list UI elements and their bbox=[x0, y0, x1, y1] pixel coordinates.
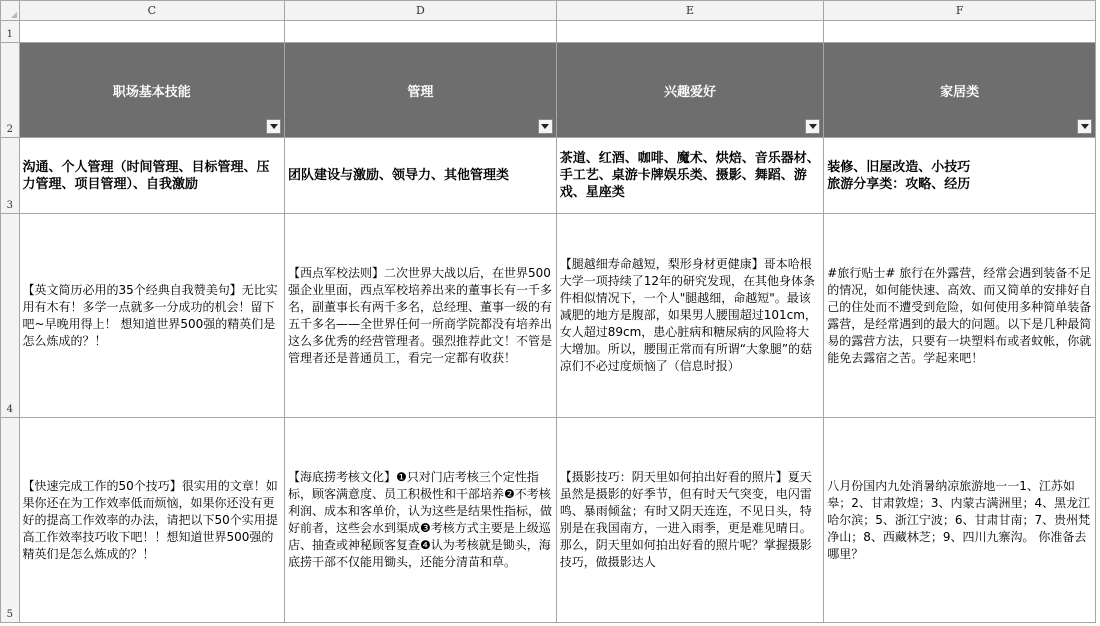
select-all-corner[interactable] bbox=[1, 1, 20, 21]
cell-d1[interactable] bbox=[285, 21, 557, 43]
cell-c4[interactable]: 【英文简历必用的35个经典自我赞美句】无比实用有木有！多学一点就多一分成功的机会！留下吧~早晚用得上！ 想知道世界500强的精英们是怎么炼成的？！ bbox=[19, 214, 285, 418]
header-label: 兴趣爱好 bbox=[663, 84, 716, 100]
row-header-4[interactable]: 4 bbox=[1, 214, 20, 418]
cell-d5[interactable]: 【海底捞考核文化】❶只对门店考核三个定性指标，顾客满意度、员工积极性和干部培养❷不考核利润、成本和客单价，认为这些是结果性指标，做好前者，这些会水到渠成❸考核方式主要是上级巡店、抽查或神秘顾客复查❹认为考核就是锄头，海底捞干部不仅能用锄头，还能分清苗和草。 bbox=[285, 418, 557, 623]
filter-dropdown-button[interactable] bbox=[538, 119, 553, 134]
dropdown-arrow-icon bbox=[809, 124, 817, 129]
filter-dropdown-button[interactable] bbox=[805, 119, 820, 134]
filter-dropdown-button[interactable] bbox=[1077, 119, 1092, 134]
header-label: 职场基本技能 bbox=[112, 84, 191, 100]
cell-f1[interactable] bbox=[824, 21, 1096, 43]
dropdown-arrow-icon bbox=[270, 124, 278, 129]
cell-c5[interactable]: 【快速完成工作的50个技巧】很实用的文章！如果你还在为工作效率低而烦恼，如果你还没有更好的提高工作效率的办法，请把以下50个实用提高工作效率技巧收下吧！！想知道世界500强的精英们是怎么炼成的？！ bbox=[19, 418, 285, 623]
filter-dropdown-button[interactable] bbox=[266, 119, 281, 134]
header-label: 管理 bbox=[407, 84, 434, 100]
cell-e5[interactable]: 【摄影技巧：阴天里如何拍出好看的照片】夏天虽然是摄影的好季节，但有时天气突变，电闪雷鸣、暴雨倾盆；有时又阴天连连，不见日头，特别是在我国南方，一进入雨季，更是难见晴日。那么，阴天里如何拍出好看的照片呢？掌握摄影技巧，做摄影达人 bbox=[556, 418, 824, 623]
row-header-3[interactable]: 3 bbox=[1, 138, 20, 214]
column-header-c[interactable]: C bbox=[19, 1, 285, 21]
cell-e4[interactable]: 【腿越细寿命越短，梨形身材更健康】哥本哈根大学一项持续了12年的研究发现，在其他身体条件相似情况下，一个人"腿越细，命越短"。最该减肥的地方是腹部，如果男人腰围超过101cm，女人超过89cm，患心脏病和糖尿病的风险将大大增加。所以，腰围正常而有所谓“大象腿”的菇凉们不必过度烦恼了（信息时报） bbox=[556, 214, 824, 418]
cell-d3[interactable]: 团队建设与激励、领导力、其他管理类 bbox=[285, 138, 557, 214]
cell-c1[interactable] bbox=[19, 21, 285, 43]
column-header-d[interactable]: D bbox=[285, 1, 557, 21]
cell-f4[interactable]: #旅行贴士# 旅行在外露营，经常会遇到装备不足的情况，如何能快速、高效、而又简单的安排好自己的住处而不遭受到危险，如何使用多种简单装备露营，是经常遇到的最大的问题。以下是几种最简易的露营方法，只要有一块塑料布或者蚊帐，你就能免去露宿之苦。学起来吧！ bbox=[824, 214, 1096, 418]
header-cell-f2[interactable] bbox=[824, 43, 1096, 138]
header-label: 家居类 bbox=[940, 84, 980, 100]
header-cell-c2[interactable] bbox=[19, 43, 285, 138]
dropdown-arrow-icon bbox=[541, 124, 549, 129]
cell-e3[interactable]: 茶道、红酒、咖啡、魔术、烘焙、音乐器材、手工艺、桌游卡牌娱乐类、摄影、舞蹈、游戏、星座类 bbox=[556, 138, 824, 214]
cell-d4[interactable]: 【西点军校法则】二次世界大战以后，在世界500强企业里面，西点军校培养出来的董事长有一千多名，副董事长有两千多名，总经理、董事一级的有五千多名——全世界任何一所商学院都没有培养出这么多优秀的经营管理者。强烈推荐此文！不管是管理者还是普通员工，看完一定都有收获！ bbox=[285, 214, 557, 418]
dropdown-arrow-icon bbox=[1081, 124, 1089, 129]
column-header-e[interactable]: E bbox=[556, 1, 824, 21]
cell-c3[interactable]: 沟通、个人管理（时间管理、目标管理、压力管理、项目管理）、自我激励 bbox=[19, 138, 285, 214]
header-cell-d2[interactable] bbox=[285, 43, 557, 138]
cell-e1[interactable] bbox=[556, 21, 824, 43]
cell-f5[interactable]: 八月份国内九处消暑纳凉旅游地一一1、江苏如皋；2、甘肃敦煌；3、内蒙古满洲里；4、黑龙江哈尔滨；5、浙江宁波；6、甘肃甘南；7、贵州梵净山；8、西藏林芝；9、四川九寨沟。 你准备去哪里？ bbox=[824, 418, 1096, 623]
row-header-1[interactable]: 1 bbox=[1, 21, 20, 43]
header-cell-e2[interactable] bbox=[556, 43, 824, 138]
column-header-f[interactable]: F bbox=[824, 1, 1096, 21]
row-header-5[interactable]: 5 bbox=[1, 418, 20, 623]
cell-f3[interactable]: 装修、旧屋改造、小技巧 旅游分享类：攻略、经历 bbox=[824, 138, 1096, 214]
row-header-2[interactable]: 2 bbox=[1, 43, 20, 138]
